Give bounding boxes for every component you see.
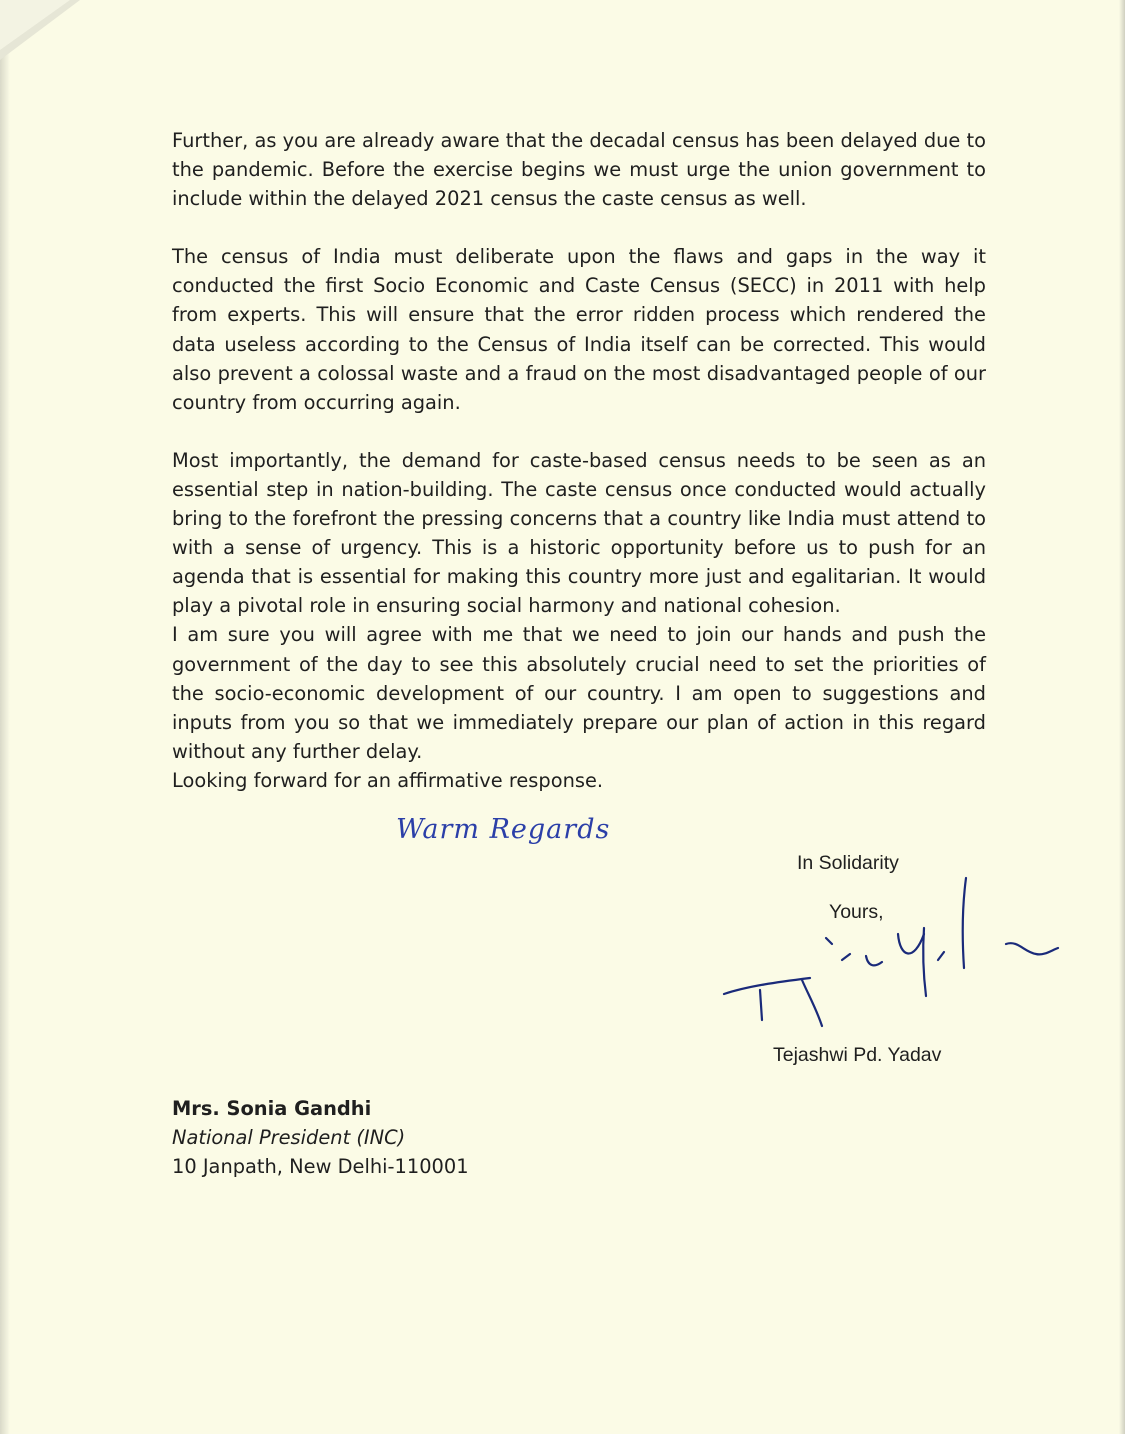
letter-body [172, 126, 986, 795]
paragraph-5: Looking forward for an affirmative response. [172, 768, 604, 792]
recipient-name: Mrs. Sonia Gandhi [172, 1097, 372, 1120]
recipient-address: 10 Janpath, New Delhi-110001 [172, 1155, 469, 1178]
signatory-name: Tejashwi Pd. Yadav [773, 1044, 942, 1066]
recipient-title: National President (INC) [172, 1126, 406, 1149]
paragraph-4: I am sure you will agree with me that we need to join our hands and push the government of the day to see this absolutely crucial need to set the priorities of the socio-economic development of our country. I am open to suggestions and inputs from you so that we immediately prepare our plan of action in this regard without any further delay. [172, 623, 986, 763]
closing-in-solidarity: In Solidarity [797, 852, 899, 874]
paragraph-3: Most importantly, the demand for caste-based census needs to be seen as an essential step in nation-building. The caste census once conducted would actually bring to the forefront the pressing concerns that a country like India must attend to with a sense of urgency. This is a historic opportunity before us to push for an agenda that is essential for making this country more just and egalitarian. It would play a pivotal role in ensuring social harmony and national cohesion. [172, 448, 986, 618]
handwritten-warm-regards: Warm Regards [396, 814, 611, 845]
closing-yours: Yours, [829, 901, 884, 923]
paragraph-2: The census of India must deliberate upon the flaws and gaps in the way it conducted the first Socio Economic and Caste Census (SECC) in 2011 with help from experts. This will ensure that the error ridden process which rendered the data useless according to the Census of India itself can be corrected. This would also prevent a colossal waste and a fraud on the most disadvantaged people of our country from occurring again. [172, 245, 986, 414]
recipient-block [172, 1094, 469, 1181]
handwritten-signature [718, 868, 1063, 1038]
paragraph-1: Further, as you are already aware that the decadal census has been delayed due to the pandemic. Before the exercise begins we must urge the union government to include within the delayed 2021 census the caste census as well. [172, 129, 986, 211]
page-right-edge [1119, 0, 1125, 1434]
corner-fold [0, 0, 80, 60]
page-left-edge [0, 0, 10, 1434]
